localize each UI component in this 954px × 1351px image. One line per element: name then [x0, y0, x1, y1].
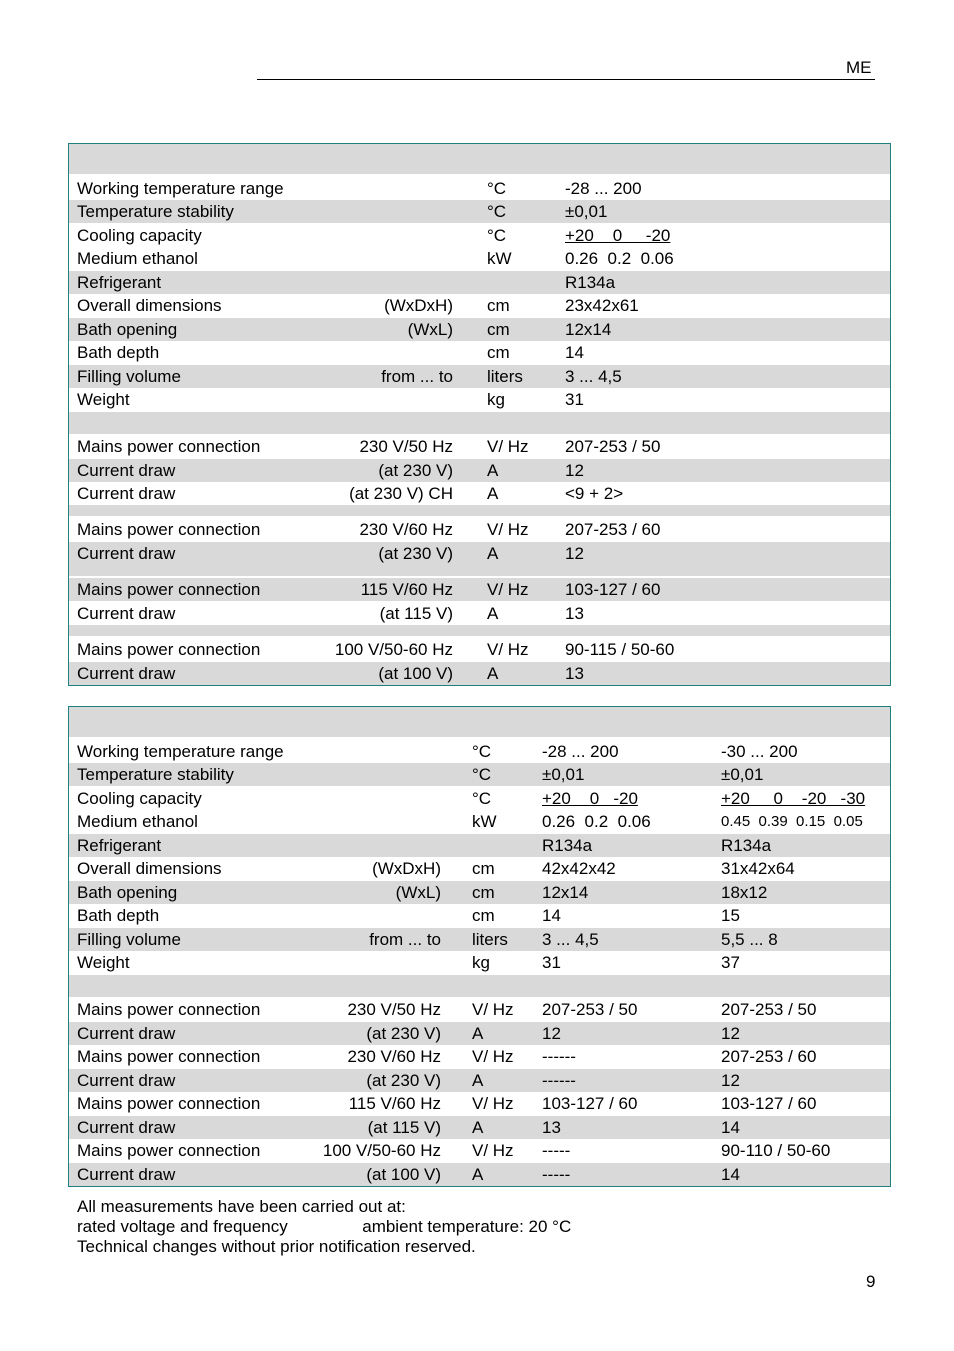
row-value: 207-253 / 50: [565, 437, 661, 456]
row-value-1: 0.26 0.2 0.06: [542, 812, 651, 831]
row-label: Mains power connection: [77, 1094, 261, 1113]
table-row: [69, 928, 890, 951]
row-unit: kg: [487, 390, 505, 409]
table-row: [69, 542, 890, 565]
row-value-2: 37: [721, 953, 740, 972]
row-condition: 230 V/50 Hz: [347, 1000, 441, 1019]
table-row: [69, 388, 890, 411]
table-row: [69, 1022, 890, 1045]
row-unit: V/ Hz: [472, 1141, 514, 1160]
row-value-1: R134a: [542, 836, 593, 855]
table-row: [69, 1116, 890, 1139]
row-value-2: -30 ... 200: [721, 742, 798, 761]
table-row: [69, 518, 890, 541]
row-value: 90-115 / 50-60: [565, 640, 675, 659]
row-value-2: 0.45 0.39 0.15 0.05: [721, 813, 863, 830]
row-value-1: +20 0 -20: [542, 789, 638, 808]
table-row: [69, 857, 890, 880]
row-value-2: 103-127 / 60: [721, 1094, 817, 1113]
table-row: [69, 834, 890, 857]
row-label: Mains power connection: [77, 580, 261, 599]
table-row: [69, 247, 890, 270]
row-value-2: 90-110 / 50-60: [721, 1141, 831, 1160]
header-rule: [257, 79, 875, 80]
table-row: [69, 1045, 890, 1068]
row-unit: cm: [487, 343, 510, 362]
table-row: [69, 740, 890, 763]
row-unit: kg: [472, 953, 490, 972]
spec-table-1: [68, 143, 891, 686]
row-value-1: -28 ... 200: [542, 742, 619, 761]
row-unit: °C: [472, 789, 492, 808]
row-value-2: 12: [721, 1024, 740, 1043]
table-row: [69, 951, 890, 974]
row-label: Current draw: [77, 461, 176, 480]
row-condition: 230 V/60 Hz: [347, 1047, 441, 1066]
row-value-1: 14: [542, 906, 561, 925]
row-label: Bath depth: [77, 343, 160, 362]
row-value: +20 0 -20: [565, 226, 671, 245]
table-row: [69, 435, 890, 458]
row-label: Current draw: [77, 484, 176, 503]
table-row: [69, 787, 890, 810]
row-value-2: 18x12: [721, 883, 768, 902]
row-unit: cm: [472, 883, 495, 902]
row-condition: (at 115 V): [367, 1118, 441, 1137]
row-unit: cm: [487, 320, 510, 339]
table-row: [69, 810, 890, 833]
footnote-line: Technical changes without prior notification reserved.: [77, 1237, 476, 1256]
table-row: [69, 271, 890, 294]
row-value: 13: [565, 664, 584, 683]
row-label: Mains power connection: [77, 1141, 261, 1160]
table-row: [69, 1163, 890, 1186]
row-unit: A: [487, 544, 499, 563]
table-row: [69, 1069, 890, 1092]
table-row: [69, 341, 890, 364]
row-label: Overall dimensions: [77, 296, 222, 315]
table-row: [69, 224, 890, 247]
section-band-electrical: [69, 975, 890, 997]
row-condition: 100 V/50-60 Hz: [322, 1141, 441, 1160]
row-unit: A: [487, 461, 499, 480]
row-value-1: 31: [542, 953, 561, 972]
table-row: [69, 881, 890, 904]
footnote-voltage: rated voltage and frequency: [77, 1217, 288, 1236]
row-label: Current draw: [77, 544, 176, 563]
row-value: R134a: [565, 273, 616, 292]
row-unit: A: [472, 1071, 484, 1090]
row-value-1: ------: [542, 1047, 576, 1066]
row-condition: 115 V/60 Hz: [348, 1094, 441, 1113]
table-row: [69, 365, 890, 388]
row-label: Temperature stability: [77, 765, 234, 784]
row-value: 12: [565, 544, 584, 563]
row-condition: (at 100 V): [378, 664, 453, 683]
footnote-line: [77, 1217, 571, 1237]
row-value: 12x14: [565, 320, 612, 339]
header-code: ME: [846, 58, 872, 77]
row-value: -28 ... 200: [565, 179, 642, 198]
row-value: 207-253 / 60: [565, 520, 661, 539]
row-condition: (WxL): [407, 320, 453, 339]
footnote-ambient: ambient temperature: 20 °C: [362, 1217, 572, 1236]
row-condition: (at 230 V): [378, 461, 453, 480]
table-row: [69, 638, 890, 661]
row-value-1: 12: [542, 1024, 561, 1043]
row-unit: kW: [472, 812, 497, 831]
row-label: Current draw: [77, 1165, 176, 1184]
table-row: [69, 904, 890, 927]
spec-table-2: [68, 706, 891, 1187]
row-condition: from ... to: [381, 367, 453, 386]
row-label: Refrigerant: [77, 273, 162, 292]
row-label: Working temperature range: [77, 742, 284, 761]
row-label: Current draw: [77, 1071, 176, 1090]
row-value: 0.26 0.2 0.06: [565, 249, 674, 268]
row-condition: (at 115 V): [379, 604, 453, 623]
row-unit: V/ Hz: [472, 1047, 514, 1066]
row-value: 14: [565, 343, 584, 362]
section-band: [69, 625, 890, 636]
row-label: Current draw: [77, 664, 176, 683]
row-condition: (WxL): [395, 883, 441, 902]
row-condition: from ... to: [369, 930, 441, 949]
table-row: [69, 459, 890, 482]
row-value-1: 12x14: [542, 883, 589, 902]
row-condition: (at 230 V) CH: [349, 484, 453, 503]
row-value: 23x42x61: [565, 296, 639, 315]
row-label: Working temperature range: [77, 179, 284, 198]
row-value: 3 ... 4,5: [565, 367, 622, 386]
row-value: ±0,01: [565, 202, 608, 221]
row-label: Temperature stability: [77, 202, 234, 221]
table-row: [69, 318, 890, 341]
row-unit: V/ Hz: [472, 1000, 514, 1019]
row-value-1: -----: [542, 1165, 571, 1184]
row-unit: A: [487, 604, 499, 623]
row-condition: (at 100 V): [366, 1165, 441, 1184]
table-row: [69, 200, 890, 223]
row-condition: 100 V/50-60 Hz: [334, 640, 453, 659]
row-value-2: R134a: [721, 836, 772, 855]
row-label: Mains power connection: [77, 1000, 261, 1019]
row-label: Filling volume: [77, 930, 181, 949]
row-value: 103-127 / 60: [565, 580, 661, 599]
row-value-1: -----: [542, 1141, 571, 1160]
row-label: Current draw: [77, 1024, 176, 1043]
table-row: [69, 177, 890, 200]
footnotes: [77, 1197, 571, 1257]
row-value: <9 + 2>: [565, 484, 624, 503]
page-number: 9: [866, 1272, 876, 1291]
table-row: [69, 578, 890, 601]
row-unit: cm: [472, 906, 495, 925]
row-condition: (at 230 V): [378, 544, 453, 563]
row-value-2: 14: [721, 1118, 740, 1137]
table-row: [69, 482, 890, 505]
row-unit: A: [472, 1024, 484, 1043]
row-unit: V/ Hz: [487, 520, 529, 539]
row-label: Weight: [77, 953, 130, 972]
row-label: Weight: [77, 390, 130, 409]
row-value-2: +20 0 -20 -30: [721, 789, 866, 808]
row-label: Medium ethanol: [77, 249, 198, 268]
row-label: Mains power connection: [77, 1047, 261, 1066]
row-value-1: ------: [542, 1071, 576, 1090]
row-unit: °C: [487, 226, 507, 245]
row-unit: cm: [472, 859, 495, 878]
section-band: [69, 505, 890, 516]
row-value-1: 13: [542, 1118, 561, 1137]
table-row: [69, 1139, 890, 1162]
row-condition: (WxDxH): [372, 859, 441, 878]
row-value-2: 31x42x64: [721, 859, 795, 878]
row-label: Bath depth: [77, 906, 160, 925]
row-unit: liters: [472, 930, 508, 949]
row-value-1: 3 ... 4,5: [542, 930, 599, 949]
row-value: 12: [565, 461, 584, 480]
row-unit: A: [487, 664, 499, 683]
row-unit: A: [472, 1118, 484, 1137]
row-value-2: 5,5 ... 8: [721, 930, 778, 949]
row-condition: 230 V/60 Hz: [359, 520, 453, 539]
footnote-line: All measurements have been carried out at:: [77, 1197, 406, 1216]
section-band-electrical: [69, 412, 890, 434]
row-condition: 115 V/60 Hz: [360, 580, 453, 599]
row-condition: (WxDxH): [384, 296, 453, 315]
row-condition: 230 V/50 Hz: [359, 437, 453, 456]
row-label: Overall dimensions: [77, 859, 222, 878]
row-label: Bath opening: [77, 320, 178, 339]
row-unit: cm: [487, 296, 510, 315]
row-unit: V/ Hz: [472, 1094, 514, 1113]
row-label: Refrigerant: [77, 836, 162, 855]
row-unit: kW: [487, 249, 512, 268]
row-label: Mains power connection: [77, 520, 261, 539]
table-title-band: [69, 707, 890, 737]
row-label: Cooling capacity: [77, 226, 202, 245]
row-unit: °C: [487, 179, 507, 198]
row-unit: A: [487, 484, 499, 503]
row-label: Current draw: [77, 1118, 176, 1137]
row-value-2: 12: [721, 1071, 740, 1090]
row-unit: liters: [487, 367, 523, 386]
section-band: [69, 565, 890, 576]
row-label: Filling volume: [77, 367, 181, 386]
row-value-1: ±0,01: [542, 765, 585, 784]
table-row: [69, 998, 890, 1021]
row-value-2: ±0,01: [721, 765, 764, 784]
row-value-1: 207-253 / 50: [542, 1000, 638, 1019]
row-unit: V/ Hz: [487, 580, 529, 599]
row-label: Bath opening: [77, 883, 178, 902]
table-row: [69, 763, 890, 786]
row-value: 31: [565, 390, 584, 409]
row-unit: °C: [472, 742, 492, 761]
row-label: Current draw: [77, 604, 176, 623]
row-unit: V/ Hz: [487, 437, 529, 456]
row-value-1: 103-127 / 60: [542, 1094, 638, 1113]
row-unit: V/ Hz: [487, 640, 529, 659]
table-row: [69, 1092, 890, 1115]
table-title-band: [69, 144, 890, 174]
row-value-2: 14: [721, 1165, 740, 1184]
row-condition: (at 230 V): [366, 1024, 441, 1043]
row-unit: °C: [472, 765, 492, 784]
row-label: Mains power connection: [77, 640, 261, 659]
row-label: Mains power connection: [77, 437, 261, 456]
row-label: Medium ethanol: [77, 812, 198, 831]
row-unit: °C: [487, 202, 507, 221]
row-value-2: 207-253 / 60: [721, 1047, 817, 1066]
row-value-2: 15: [721, 906, 740, 925]
row-condition: (at 230 V): [366, 1071, 441, 1090]
row-unit: A: [472, 1165, 484, 1184]
row-value: 13: [565, 604, 584, 623]
row-label: Cooling capacity: [77, 789, 202, 808]
table-row: [69, 602, 890, 625]
row-value-1: 42x42x42: [542, 859, 616, 878]
table-row: [69, 662, 890, 685]
row-value-2: 207-253 / 50: [721, 1000, 817, 1019]
table-row: [69, 294, 890, 317]
